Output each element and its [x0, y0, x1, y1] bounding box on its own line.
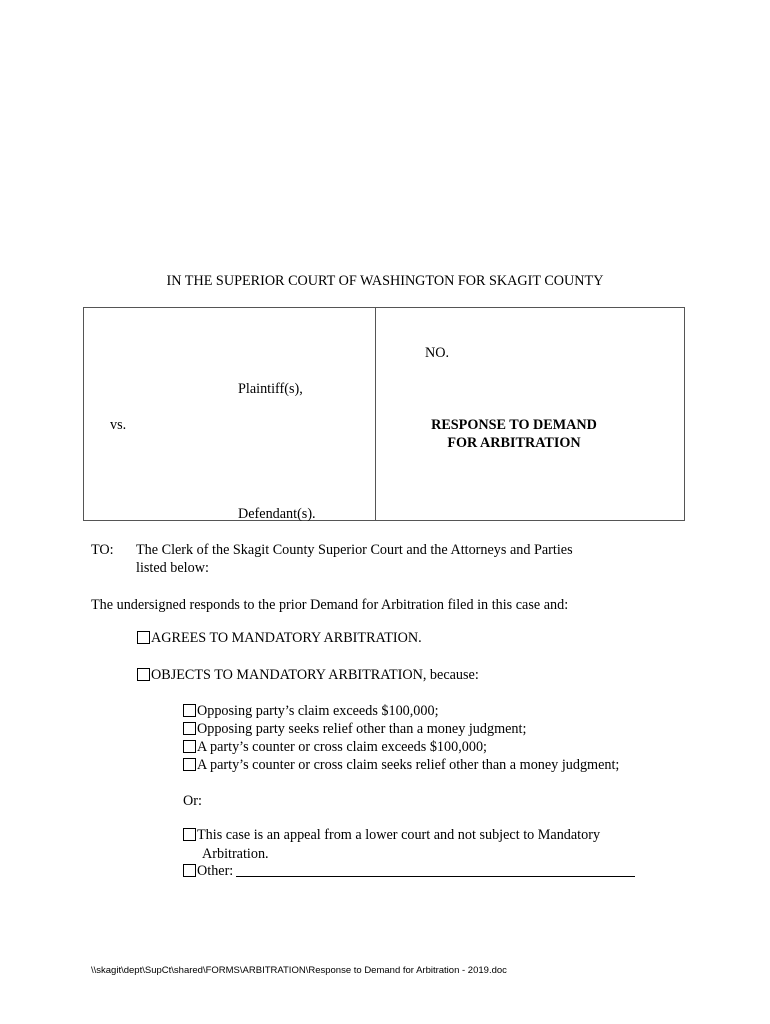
- to-addressees: [136, 541, 573, 577]
- other-blank-field[interactable]: [236, 862, 635, 877]
- reason-checkbox[interactable]: [183, 704, 196, 717]
- other-checkbox[interactable]: [183, 864, 196, 877]
- reason-checkbox[interactable]: [183, 722, 196, 735]
- document-title-line-2: FOR ARBITRATION: [447, 435, 581, 451]
- caption-divider: [375, 307, 376, 521]
- reason-label: A party’s counter or cross claim exceeds $100,000;: [197, 739, 487, 755]
- reason-checkbox[interactable]: [183, 740, 196, 753]
- other-option: [183, 862, 635, 880]
- defendant-label: Defendant(s).: [238, 506, 316, 522]
- to-line-1: The Clerk of the Skagit County Superior Court and the Attorneys and Parties: [136, 542, 573, 558]
- agrees-checkbox[interactable]: [137, 631, 150, 644]
- to-line-2: listed below:: [136, 560, 209, 576]
- reason-option: [183, 720, 526, 738]
- other-label: Other:: [197, 863, 234, 879]
- document-title-line-1: RESPONSE TO DEMAND: [431, 417, 597, 433]
- case-number-label: NO.: [425, 345, 450, 361]
- plaintiff-label: Plaintiff(s),: [238, 381, 303, 397]
- reason-checkbox[interactable]: [183, 758, 196, 771]
- to-label: TO:: [91, 542, 114, 558]
- reason-label: A party’s counter or cross claim seeks relief other than a money judgment;: [197, 757, 620, 773]
- or-label: Or:: [183, 793, 202, 809]
- reason-option: [183, 702, 439, 720]
- appeal-option: [183, 826, 600, 844]
- objects-option: [137, 666, 479, 684]
- appeal-label-continued: Arbitration.: [202, 846, 269, 862]
- appeal-checkbox[interactable]: [183, 828, 196, 841]
- court-heading: IN THE SUPERIOR COURT OF WASHINGTON FOR SKAGIT COUNTY: [166, 273, 604, 289]
- reason-option: [183, 738, 487, 756]
- reason-label: Opposing party seeks relief other than a money judgment;: [197, 721, 527, 737]
- intro-statement: The undersigned responds to the prior Demand for Arbitration filed in this case and:: [91, 597, 569, 613]
- agrees-label: AGREES TO MANDATORY ARBITRATION.: [151, 630, 422, 646]
- caption-box: [83, 307, 685, 521]
- appeal-label: This case is an appeal from a lower court and not subject to Mandatory: [197, 827, 601, 843]
- agrees-option: [137, 629, 422, 647]
- footer-file-path: \\skagit\dept\SupCt\shared\FORMS\ARBITRATION\Response to Demand for Arbitration - 2019.doc: [91, 965, 507, 976]
- objects-label: OBJECTS TO MANDATORY ARBITRATION, because:: [151, 667, 479, 683]
- reason-label: Opposing party’s claim exceeds $100,000;: [197, 703, 439, 719]
- versus-label: vs.: [110, 417, 127, 433]
- objects-checkbox[interactable]: [137, 668, 150, 681]
- reason-option: [183, 756, 619, 774]
- document-title: [398, 416, 630, 452]
